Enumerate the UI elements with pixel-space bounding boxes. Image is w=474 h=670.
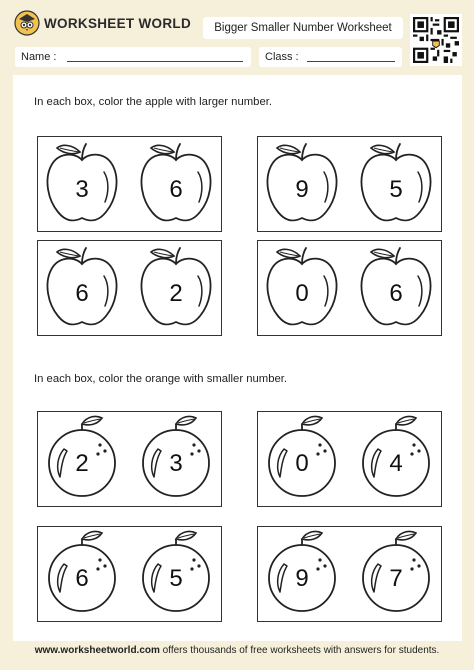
apple-box-2 — [257, 136, 442, 232]
fruit-number: 6 — [169, 176, 183, 203]
apple-item[interactable] — [136, 242, 216, 332]
apple-instruction: In each box, color the apple with larger number. — [34, 96, 273, 108]
orange-item[interactable] — [262, 526, 342, 616]
fruit-number: 5 — [169, 565, 183, 592]
class-field[interactable] — [259, 47, 402, 67]
fruit-number: 9 — [295, 565, 309, 592]
apple-box-3 — [37, 240, 222, 336]
orange-box-3 — [37, 526, 222, 622]
brand-logo — [14, 10, 191, 36]
apple-box-4 — [257, 240, 442, 336]
class-label: Class : — [265, 51, 299, 63]
worksheet-title: Bigger Smaller Number Worksheet — [203, 17, 403, 39]
apple-item[interactable] — [356, 138, 436, 228]
fruit-number: 6 — [75, 565, 89, 592]
fruit-number: 2 — [169, 280, 183, 307]
fruit-number: 7 — [389, 565, 403, 592]
owl-logo-icon — [14, 10, 40, 36]
fruit-number: 3 — [169, 450, 183, 477]
apple-item[interactable] — [262, 242, 342, 332]
fruit-number: 0 — [295, 450, 309, 477]
footer — [0, 645, 474, 656]
class-line — [307, 61, 395, 62]
apple-item[interactable] — [42, 138, 122, 228]
qr-code-icon — [413, 17, 459, 63]
fruit-number: 5 — [389, 176, 403, 203]
fruit-number: 6 — [389, 280, 403, 307]
fruit-number: 2 — [75, 450, 89, 477]
fruit-number: 4 — [389, 450, 403, 477]
orange-item[interactable] — [42, 411, 122, 501]
apple-item[interactable] — [356, 242, 436, 332]
fruit-number: 3 — [75, 176, 89, 203]
orange-item[interactable] — [136, 411, 216, 501]
orange-box-2 — [257, 411, 442, 507]
fruit-number: 9 — [295, 176, 309, 203]
orange-item[interactable] — [356, 526, 436, 616]
apple-box-1 — [37, 136, 222, 232]
orange-box-4 — [257, 526, 442, 622]
qr-code — [410, 14, 462, 66]
apple-item[interactable] — [42, 242, 122, 332]
apple-item[interactable] — [262, 138, 342, 228]
orange-item[interactable] — [42, 526, 122, 616]
name-line — [67, 61, 243, 62]
apple-item[interactable] — [136, 138, 216, 228]
name-label: Name : — [21, 51, 57, 63]
fruit-number: 0 — [295, 280, 309, 307]
orange-item[interactable] — [136, 526, 216, 616]
fruit-number: 6 — [75, 280, 89, 307]
orange-item[interactable] — [356, 411, 436, 501]
footer-site: www.worksheetworld.com — [34, 645, 160, 656]
footer-text: offers thousands of free worksheets with answers for students. — [159, 645, 440, 656]
name-field[interactable] — [15, 47, 251, 67]
orange-box-1 — [37, 411, 222, 507]
brand-name: WORKSHEET WORLD — [44, 15, 191, 31]
orange-item[interactable] — [262, 411, 342, 501]
orange-instruction: In each box, color the orange with smaller number. — [34, 373, 288, 385]
